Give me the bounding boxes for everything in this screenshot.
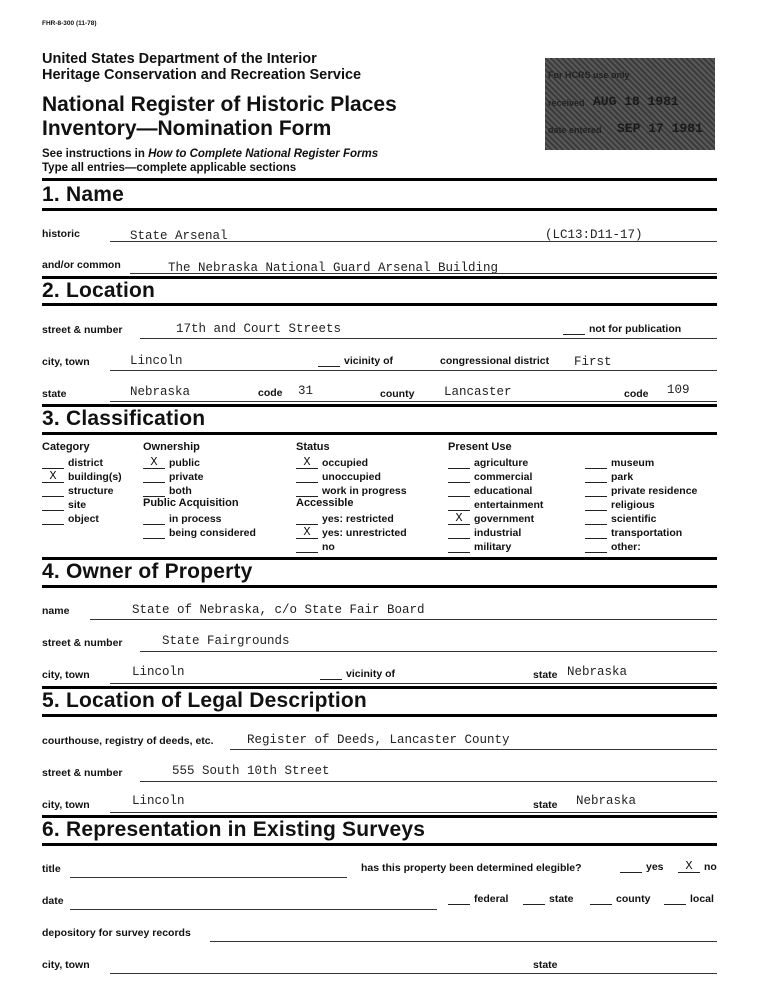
field-line [110, 370, 717, 371]
street-number-label: street & number [42, 324, 123, 336]
owner-street-field[interactable]: State Fairgrounds [162, 634, 290, 648]
section-rule [42, 585, 717, 588]
category-option[interactable]: structure [42, 483, 122, 497]
section-6-heading: 6. Representation in Existing Surveys [42, 818, 426, 841]
field-line [110, 812, 717, 813]
present-use-option[interactable]: educational [448, 483, 543, 497]
field-line [70, 877, 347, 878]
accessible-header: Accessible [296, 497, 354, 509]
street-number-field[interactable]: 17th and Court Streets [176, 322, 342, 336]
category-option[interactable]: district [42, 455, 122, 469]
section-3-heading: 3. Classification [42, 407, 206, 430]
status-option[interactable]: work in progress [296, 483, 407, 497]
status-column [296, 441, 407, 553]
field-line [110, 401, 717, 402]
county-code-field[interactable]: 109 [667, 383, 690, 397]
ownership-column [143, 441, 256, 539]
section-rule [42, 714, 717, 717]
present-use-column-1 [448, 441, 543, 553]
present-use-option[interactable]: scientific [585, 511, 697, 525]
state-label: state [42, 388, 67, 400]
present-use-option[interactable]: park [585, 469, 697, 483]
field-line [140, 338, 717, 339]
survey-date-label: date [42, 895, 64, 907]
legal-city-label: city, town [42, 799, 90, 811]
legal-state-label: state [533, 799, 558, 811]
state-survey-option[interactable]: state [523, 893, 574, 905]
owner-name-label: name [42, 605, 70, 617]
status-header: Status [296, 441, 330, 453]
survey-title-label: title [42, 863, 61, 875]
field-line [140, 781, 717, 782]
field-line [110, 241, 717, 242]
accessible-option[interactable]: yes: restricted [296, 511, 407, 525]
present-use-option[interactable]: military [448, 539, 543, 553]
instructions-line2: Type all entries—complete applicable sections [42, 162, 297, 174]
county-label: county [380, 388, 415, 400]
status-option[interactable]: X occupied [296, 455, 407, 469]
eligible-question: has this property been determined elegible? [361, 862, 582, 874]
legal-state-field[interactable]: Nebraska [576, 794, 637, 808]
county-code-label: code [624, 388, 649, 400]
ownership-option[interactable]: private [143, 469, 256, 483]
courthouse-label: courthouse, registry of deeds, etc. [42, 735, 214, 747]
local-option[interactable]: local [664, 893, 714, 905]
form-number: FHR-8-300 (11-78) [42, 20, 97, 27]
present-use-column-2 [585, 441, 697, 553]
county-field[interactable]: Lancaster [444, 385, 512, 399]
present-use-option[interactable]: entertainment [448, 497, 543, 511]
owner-city-label: city, town [42, 669, 90, 681]
present-use-option[interactable]: transportation [585, 525, 697, 539]
status-option[interactable]: unoccupied [296, 469, 407, 483]
section-rule [42, 843, 717, 846]
section-rule [42, 432, 717, 435]
present-use-option[interactable]: industrial [448, 525, 543, 539]
historic-name-field[interactable]: State Arsenal [130, 229, 228, 243]
accessible-option[interactable]: X yes: unrestricted [296, 525, 407, 539]
survey-city-label: city, town [42, 959, 90, 971]
depository-label: depository for survey records [42, 927, 191, 939]
legal-street-field[interactable]: 555 South 10th Street [172, 764, 330, 778]
present-use-option[interactable]: agriculture [448, 455, 543, 469]
owner-city-field[interactable]: Lincoln [132, 665, 185, 679]
present-use-option[interactable]: X government [448, 511, 543, 525]
field-line [70, 909, 437, 910]
owner-state-field[interactable]: Nebraska [567, 665, 628, 679]
stamp-received-date: AUG 18 1981 [593, 94, 679, 109]
category-header: Category [42, 441, 90, 453]
field-line [140, 651, 717, 652]
section-rule [42, 178, 717, 181]
ownership-header: Ownership [143, 441, 200, 453]
acquisition-option[interactable]: being considered [143, 525, 256, 539]
ownership-option[interactable]: both [143, 483, 256, 497]
agency-line2: Heritage Conservation and Recreation Service [42, 67, 362, 83]
public-acquisition-header: Public Acquisition [143, 497, 239, 509]
section-1-heading: 1. Name [42, 183, 124, 206]
acquisition-option[interactable]: in process [143, 511, 256, 525]
eligible-no-option[interactable]: X no [678, 861, 717, 873]
field-line [210, 941, 717, 942]
category-option[interactable]: site [42, 497, 122, 511]
section-4-heading: 4. Owner of Property [42, 560, 253, 583]
city-town-field[interactable]: Lincoln [130, 354, 183, 368]
section-rule [42, 303, 717, 306]
form-title-line1: National Register of Historic Places [42, 93, 397, 116]
hcrs-use-stamp: For HCRS use only received AUG 18 1981 date entered SEP 17 1981 [545, 58, 715, 150]
field-line [90, 619, 717, 620]
form-title-line2: Inventory—Nomination Form [42, 117, 332, 140]
owner-name-field[interactable]: State of Nebraska, c/o State Fair Board [132, 603, 425, 617]
historic-code: (LC13:D11-17) [545, 228, 643, 242]
owner-state-label: state [533, 669, 558, 681]
common-name-label: and/or common [42, 259, 121, 271]
congressional-district-label: congressional district [440, 355, 550, 367]
owner-street-label: street & number [42, 637, 123, 649]
state-code-label: code [258, 387, 283, 399]
accessible-option[interactable]: no [296, 539, 407, 553]
present-use-option[interactable]: other: [585, 539, 697, 553]
city-town-label: city, town [42, 356, 90, 368]
present-use-option[interactable]: religious [585, 497, 697, 511]
category-column [42, 441, 122, 525]
ownership-option[interactable]: X public [143, 455, 256, 469]
present-use-header: Present Use [448, 441, 512, 453]
county-option[interactable]: county [590, 893, 650, 905]
legal-city-field[interactable]: Lincoln [132, 794, 185, 808]
present-use-option[interactable]: museum [585, 455, 697, 469]
survey-state-label: state [533, 959, 558, 971]
congressional-district-field[interactable]: First [574, 355, 612, 369]
owner-vicinity-option[interactable]: vicinity of [320, 668, 395, 680]
state-code-field[interactable]: 31 [298, 384, 314, 398]
section-5-heading: 5. Location of Legal Description [42, 689, 367, 712]
courthouse-field[interactable]: Register of Deeds, Lancaster County [247, 733, 510, 747]
category-option[interactable]: X building(s) [42, 469, 122, 483]
legal-street-label: street & number [42, 767, 123, 779]
eligible-yes-option[interactable]: yes [620, 861, 664, 873]
field-line [230, 749, 717, 750]
stamp-entered-date: SEP 17 1981 [617, 121, 703, 136]
field-line [130, 273, 717, 274]
field-line [110, 973, 717, 974]
not-for-publication-option[interactable]: not for publication [563, 323, 681, 335]
field-line [110, 683, 717, 684]
instructions-line1: See instructions in How to Complete National Register Forms [42, 148, 379, 160]
vicinity-option[interactable]: vicinity of [318, 355, 393, 367]
historic-label: historic [42, 228, 80, 240]
federal-option[interactable]: federal [448, 893, 508, 905]
agency-line1: United States Department of the Interior [42, 51, 317, 67]
present-use-option[interactable]: commercial [448, 469, 543, 483]
section-rule [42, 208, 717, 211]
category-option[interactable]: object [42, 511, 122, 525]
state-field[interactable]: Nebraska [130, 385, 191, 399]
present-use-option[interactable]: private residence [585, 483, 697, 497]
section-2-heading: 2. Location [42, 279, 156, 302]
common-name-field[interactable]: The Nebraska National Guard Arsenal Building [168, 261, 499, 275]
